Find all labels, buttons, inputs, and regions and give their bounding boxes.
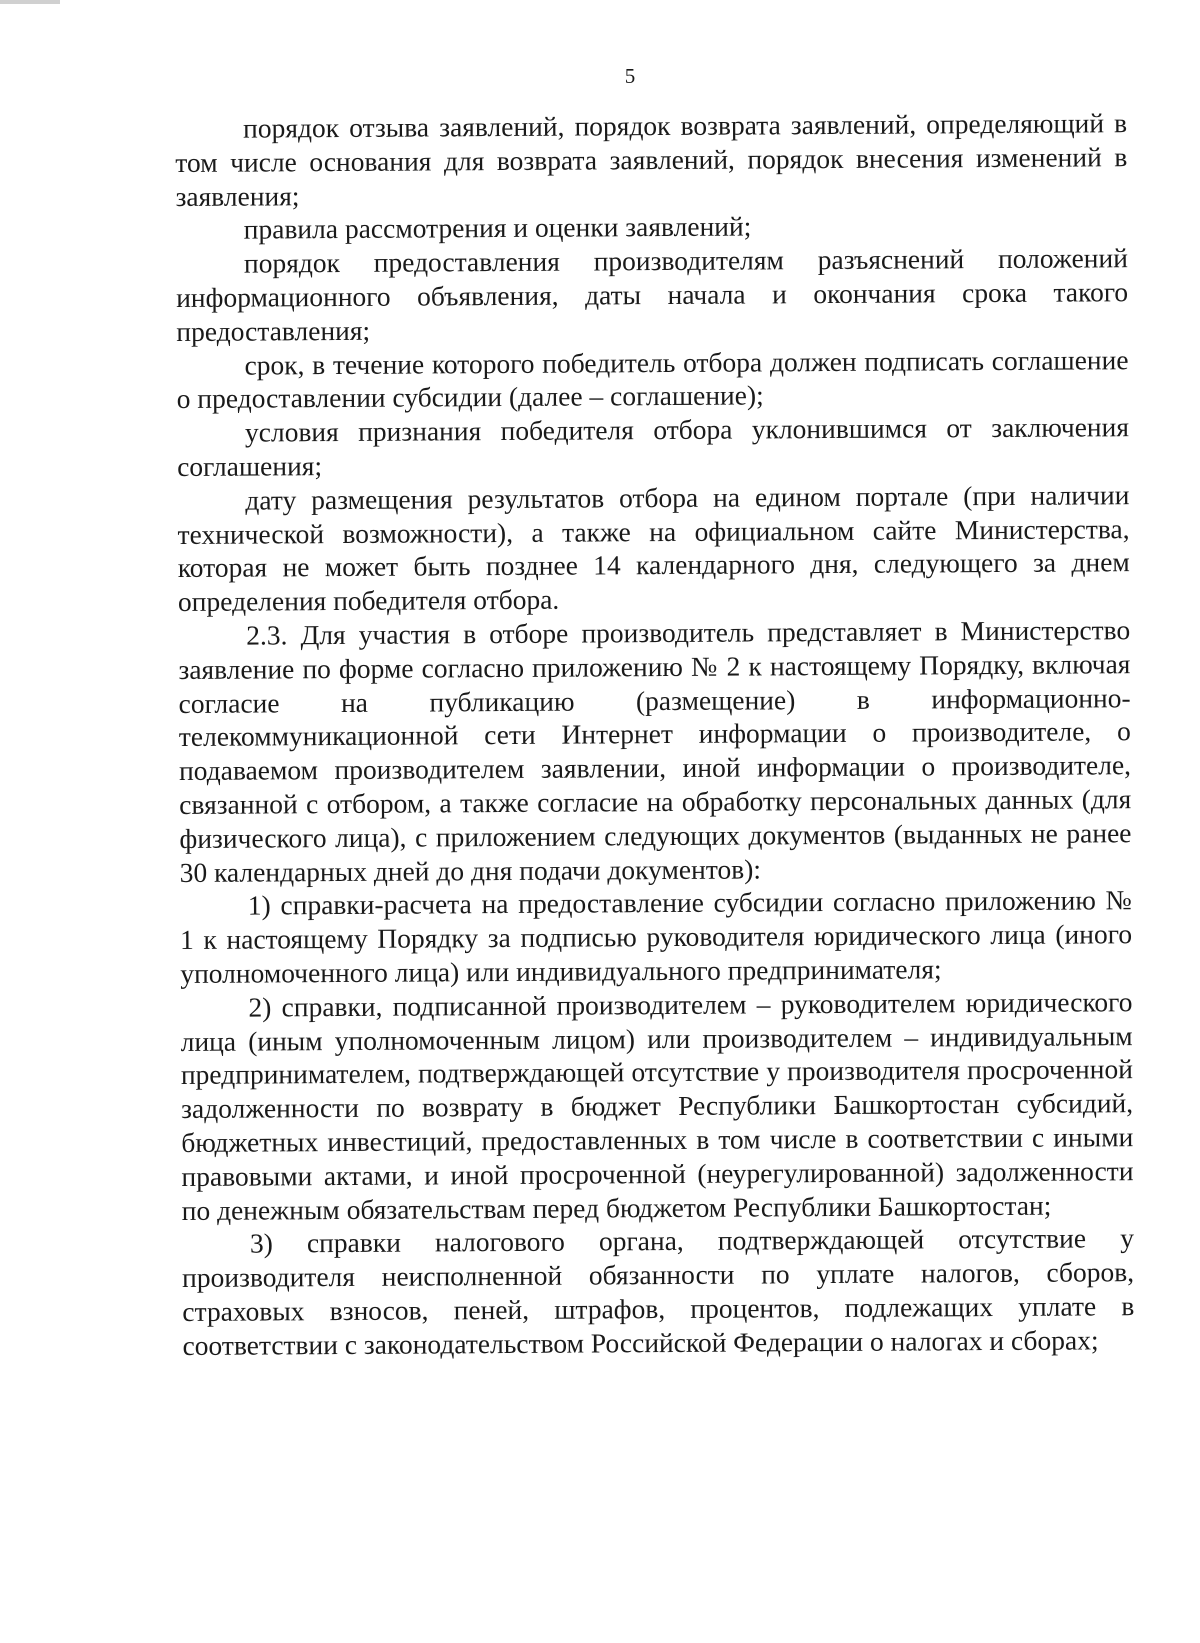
paragraph-evasion-conditions: условия признания победителя отбора уклонившимся от заключения соглашения; [177,411,1130,482]
list-item-3: 3) справки налогового органа, подтверждающей отсутствие у производителя неисполненной обязанности по уплате налогов, сборов, страховых взносов, пеней, штрафов, процентов, подлежащих уплате в соответствии с законодательством Российской Федерации о налогах и сборах; [182,1222,1135,1361]
page-number: 5 [624,64,636,88]
document-body [175,106,1135,1362]
paragraph-clarification-procedure: порядок предоставления производителям разъяснений положений информационного объявления, даты начала и окончания срока такого предоставления; [176,242,1129,347]
list-item-2: 2) справки, подписанной производителем – руководителем юридического лица (иным уполномоченным лицом) или производителем – индивидуальным предпринимателем, подтверждающей отсутствие у производителя просроченной задолженности по возврату в бюджет Республики Башкортостан субсидий, бюджетных инвестиций, предоставленных в том числе в соответствии с иными правовыми актами, и иной просроченной (неурегулированной) задолженности по денежным обязательствам перед бюджетом Республики Башкортостан; [180,985,1134,1226]
paragraph-results-publication: дату размещения результатов отбора на едином портале (при наличии технической возможности), а также на официальном сайте Министерства, которая не может быть позднее 14 календарного дня, следующего за днем определения победителя отбора. [177,478,1130,618]
paragraph-withdrawal-procedure: порядок отзыва заявлений, порядок возврата заявлений, определяющий в том числе основания для возврата заявлений, порядок внесения изменений в заявления; [175,107,1128,212]
paragraph-signing-deadline: срок, в течение которого победитель отбора должен подписать соглашение о предоставлении субсидии (далее – соглашение); [176,343,1129,415]
paragraph-section-2-3: 2.3. Для участия в отборе производитель представляет в Министерство заявление по форме согласно приложению № 2 к настоящему Порядку, включая согласие на публикацию (размещение) в информационно-телекоммуникационной сети Интернет информации о производителе, о подаваемом производителем заявлении, иной информации о производителе, связанной с отбором, а также согласие на обработку персональных данных (для физического лица), с приложением следующих документов (выданных не ранее 30 календарных дней до дня подачи документов): [178,614,1132,888]
list-item-1: 1) справки-расчета на предоставление субсидии согласно приложению № 1 к настоящему Порядку за подписью руководителя юридического лица (иного уполномоченного лица) или индивидуального предпринимателя; [179,884,1133,989]
paragraph-review-rules: правила рассмотрения и оценки заявлений; [243,210,752,245]
